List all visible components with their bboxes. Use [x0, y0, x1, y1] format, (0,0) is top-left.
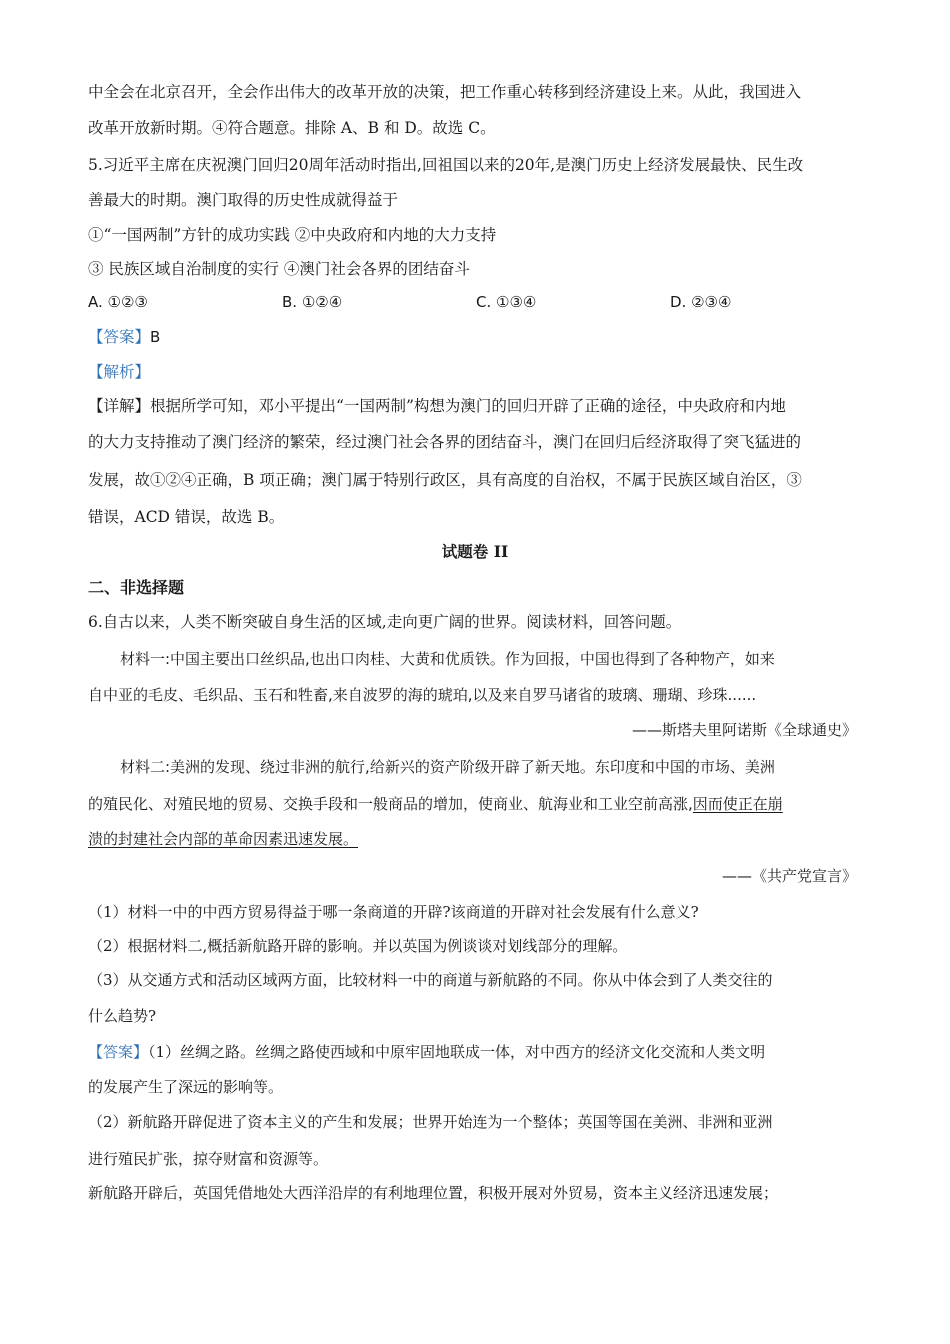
paper-title: 试题卷 II — [441, 542, 509, 561]
q5-stem-line-2: 善最大的时期。澳门取得的历史性成就得益于 — [88, 191, 399, 209]
q6-answer-line-1: 【答案】（1）丝绸之路。丝绸之路使西域和中原牢固地联成一体，对中西方的经济文化交流和人类文明 — [88, 1043, 766, 1061]
q5-answer — [88, 327, 160, 347]
answer-tag: 【答案】 — [88, 328, 151, 346]
material-1-line-2: 自中亚的毛皮、毛织品、玉石和牲畜,来自波罗的海的琥珀,以及来自罗马诸省的玻璃、珊瑚、珍珠...... — [88, 686, 757, 704]
analysis-tag: 【解析】 — [88, 363, 151, 381]
q6-stem: 6.自古以来，人类不断突破自身生活的区域,走向更广阔的世界。阅读材料，回答问题。 — [88, 613, 682, 631]
q5-detail-line-1: 【详解】根据所学可知，邓小平提出“一国两制”构想为澳门的回归开辟了正确的途径，中央政府和内地 — [88, 397, 786, 415]
answer-tag: 【答案】 — [88, 1043, 149, 1061]
material-2-source: ——《共产党宣言》 — [721, 867, 857, 885]
q5-item-line-1: ①“一国两制”方针的成功实践 ②中央政府和内地的大力支持 — [88, 226, 497, 244]
option-c: C. ①③④ — [476, 293, 537, 311]
option-a: A. ①②③ — [88, 293, 148, 311]
answer-value: B — [150, 328, 161, 346]
option-d: D. ②③④ — [670, 293, 732, 311]
q6-answer-line-4: 进行殖民扩张，掠夺财富和资源等。 — [88, 1150, 329, 1168]
intro-line-2: 改革开放新时期。④符合题意。排除 A、B 和 D。故选 C。 — [88, 119, 496, 137]
material-2-line-1: 材料二:美洲的发现、绕过非洲的航行,给新兴的资产阶级开辟了新天地。东印度和中国的市场、美洲 — [120, 758, 775, 776]
sub-question-3-line-1: （3）从交通方式和活动区域两方面，比较材料一中的商道与新航路的不同。你从中体会到了人类交往的 — [88, 971, 773, 989]
q5-detail-line-3: 发展，故①②④正确，B 项正确；澳门属于特别行政区，具有高度的自治权，不属于民族区域自治区，③ — [88, 471, 802, 489]
section-heading: 二、非选择题 — [88, 578, 185, 597]
q6-answer-line-2: 的发展产生了深远的影响等。 — [88, 1078, 284, 1096]
sub-question-2: （2）根据材料二,概括新航路开辟的影响。并以英国为例谈谈对划线部分的理解。 — [88, 937, 628, 955]
material-1-line-1: 材料一:中国主要出口丝织品,也出口肉桂、大黄和优质铁。作为回报，中国也得到了各种物产，如来 — [120, 650, 775, 668]
material-2-line-3: 溃的封建社会内部的革命因素迅速发展。 — [88, 830, 359, 848]
option-b: B. ①②④ — [282, 293, 343, 311]
underlined-text: 因而使正在崩 — [692, 795, 783, 813]
q6-answer-line-3: （2）新航路开辟促进了资本主义的产生和发展；世界开始连为一个整体；英国等国在美洲、非洲和亚洲 — [88, 1113, 773, 1131]
material-2-line-2: 的殖民化、对殖民地的贸易、交换手段和一般商品的增加，使商业、航海业和工业空前高涨,因而使正在崩 — [88, 795, 783, 813]
q5-item-line-2: ③ 民族区域自治制度的实行 ④澳门社会各界的团结奋斗 — [88, 260, 470, 278]
detail-tag: 【详解】 — [88, 397, 151, 415]
material-1-source: ——斯塔夫里阿诺斯《全球通史》 — [631, 721, 857, 739]
q5-stem-line-1: 5.习近平主席在庆祝澳门回归20周年活动时指出,回祖国以来的20年,是澳门历史上经济发展最快、民生改 — [88, 156, 804, 174]
q5-detail-line-2: 的大力支持推动了澳门经济的繁荣，经过澳门社会各界的团结奋斗，澳门在回归后经济取得了突飞猛进的 — [88, 433, 802, 451]
intro-line-1: 中全会在北京召开，全会作出伟大的改革开放的决策，把工作重心转移到经济建设上来。从此，我国进入 — [88, 83, 802, 101]
q5-detail-line-4: 错误，ACD 错误，故选 B。 — [88, 508, 285, 526]
sub-question-1: （1）材料一中的中西方贸易得益于哪一条商道的开辟?该商道的开辟对社会发展有什么意义? — [88, 903, 699, 921]
q6-answer-line-5: 新航路开辟后，英国凭借地处大西洋沿岸的有利地理位置，积极开展对外贸易，资本主义经济迅速发展； — [88, 1184, 779, 1202]
sub-question-3-line-2: 什么趋势? — [88, 1007, 157, 1025]
